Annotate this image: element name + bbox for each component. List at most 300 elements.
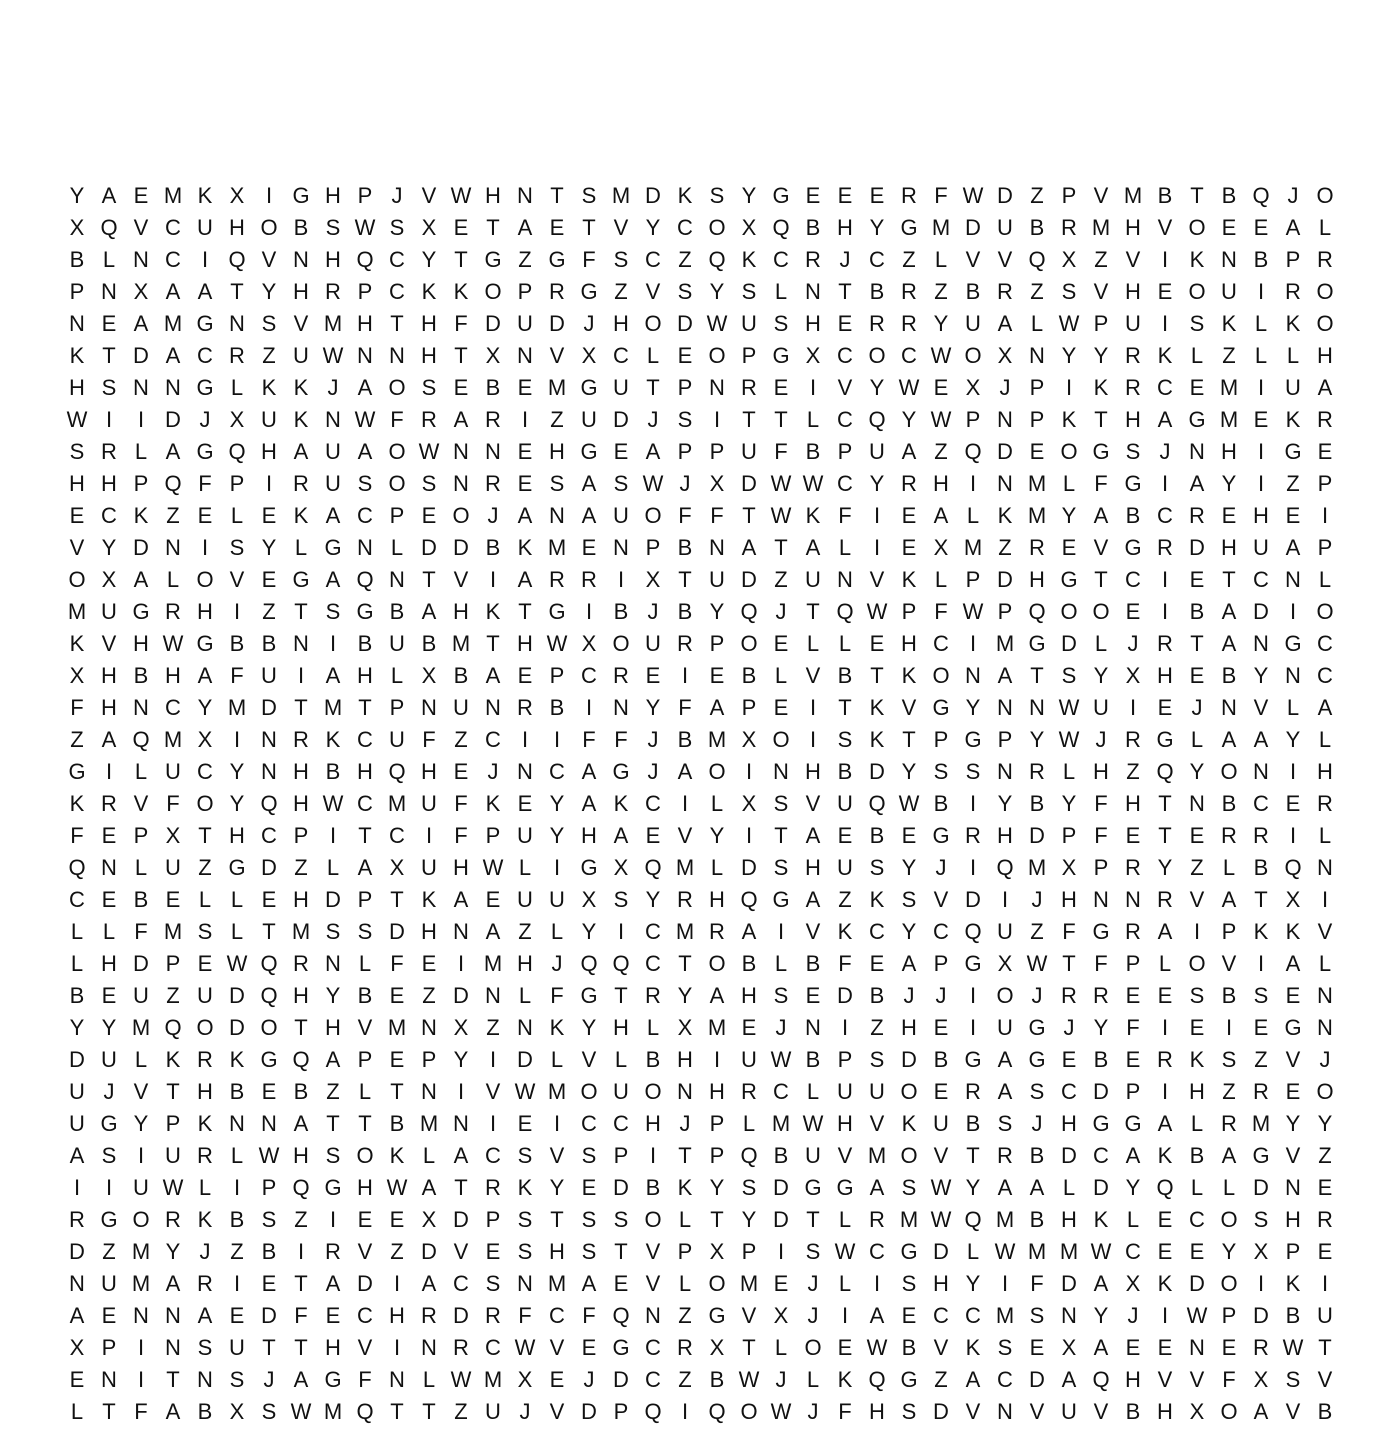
grid-letter[interactable]: Y (229, 759, 245, 784)
grid-letter[interactable]: A (709, 695, 725, 720)
grid-letter[interactable]: T (1062, 951, 1076, 976)
grid-letter[interactable]: I (1257, 1271, 1265, 1296)
grid-letter[interactable]: N (133, 695, 149, 720)
grid-letter[interactable]: S (1125, 439, 1141, 464)
grid-letter[interactable]: K (453, 279, 469, 304)
grid-letter[interactable]: K (869, 887, 885, 912)
grid-letter[interactable]: T (742, 407, 756, 432)
grid-letter[interactable]: X (645, 567, 661, 592)
grid-letter[interactable]: F (70, 823, 84, 848)
grid-letter[interactable]: A (1253, 727, 1269, 752)
grid-letter[interactable]: J (807, 1399, 819, 1424)
grid-letter[interactable]: B (613, 599, 629, 624)
grid-letter[interactable]: B (805, 215, 821, 240)
grid-letter[interactable]: E (69, 1367, 85, 1392)
grid-letter[interactable]: L (966, 503, 980, 528)
grid-letter[interactable]: O (260, 215, 278, 240)
grid-letter[interactable]: I (777, 919, 785, 944)
grid-letter[interactable]: H (613, 311, 629, 336)
grid-letter[interactable]: I (233, 727, 241, 752)
grid-letter[interactable]: V (101, 631, 117, 656)
grid-letter[interactable]: Z (774, 567, 788, 592)
grid-letter[interactable]: T (614, 1239, 628, 1264)
grid-letter[interactable]: N (997, 471, 1013, 496)
grid-letter[interactable]: N (101, 1367, 117, 1392)
grid-letter[interactable]: V (1029, 1399, 1045, 1424)
grid-letter[interactable]: F (550, 983, 564, 1008)
grid-letter[interactable]: R (485, 1303, 501, 1328)
grid-letter[interactable]: G (1284, 439, 1302, 464)
grid-letter[interactable]: A (517, 567, 533, 592)
grid-letter[interactable]: Z (1222, 343, 1236, 368)
grid-letter[interactable]: M (867, 1143, 887, 1168)
grid-letter[interactable]: K (805, 503, 821, 528)
grid-letter[interactable]: A (997, 663, 1013, 688)
grid-letter[interactable]: Y (1061, 343, 1077, 368)
grid-letter[interactable]: K (421, 279, 437, 304)
grid-letter[interactable]: T (1190, 631, 1204, 656)
grid-letter[interactable]: R (1253, 1079, 1269, 1104)
grid-letter[interactable]: P (709, 631, 725, 656)
grid-letter[interactable]: C (485, 727, 501, 752)
grid-letter[interactable]: C (1253, 567, 1269, 592)
grid-letter[interactable]: I (265, 183, 273, 208)
grid-letter[interactable]: C (1253, 791, 1269, 816)
grid-letter[interactable]: M (131, 1015, 151, 1040)
grid-letter[interactable]: V (485, 1079, 501, 1104)
grid-letter[interactable]: K (1253, 919, 1269, 944)
grid-letter[interactable]: N (1221, 695, 1237, 720)
grid-letter[interactable]: S (901, 1399, 917, 1424)
grid-letter[interactable]: K (1189, 1047, 1205, 1072)
grid-letter[interactable]: W (930, 407, 952, 432)
grid-letter[interactable]: I (809, 375, 817, 400)
grid-letter[interactable]: E (1125, 599, 1141, 624)
grid-letter[interactable]: C (485, 1143, 501, 1168)
grid-letter[interactable]: H (133, 631, 149, 656)
grid-letter[interactable]: Y (1189, 759, 1205, 784)
grid-letter[interactable]: B (645, 1047, 661, 1072)
grid-letter[interactable]: N (69, 311, 85, 336)
grid-letter[interactable]: A (581, 471, 597, 496)
grid-letter[interactable]: X (69, 215, 85, 240)
grid-letter[interactable]: E (1221, 215, 1237, 240)
grid-letter[interactable]: D (741, 855, 757, 880)
grid-letter[interactable]: I (1161, 1303, 1169, 1328)
grid-letter[interactable]: U (741, 311, 757, 336)
grid-letter[interactable]: Q (708, 1399, 726, 1424)
grid-letter[interactable]: E (1157, 1335, 1173, 1360)
grid-letter[interactable]: O (1188, 215, 1206, 240)
grid-letter[interactable]: C (837, 407, 853, 432)
grid-letter[interactable]: P (261, 1175, 277, 1200)
grid-letter[interactable]: A (517, 503, 533, 528)
grid-letter[interactable]: E (677, 343, 693, 368)
grid-letter[interactable]: B (389, 1111, 405, 1136)
grid-letter[interactable]: T (774, 535, 788, 560)
grid-letter[interactable]: Q (644, 855, 662, 880)
grid-letter[interactable]: S (389, 215, 405, 240)
grid-letter[interactable]: O (484, 279, 502, 304)
grid-letter[interactable]: I (1225, 1015, 1233, 1040)
grid-letter[interactable]: V (805, 919, 821, 944)
grid-letter[interactable]: C (1157, 375, 1173, 400)
grid-letter[interactable]: A (869, 1303, 885, 1328)
grid-letter[interactable]: G (612, 759, 630, 784)
grid-letter[interactable]: H (1157, 663, 1173, 688)
grid-letter[interactable]: L (70, 951, 84, 976)
grid-letter[interactable]: R (1093, 983, 1109, 1008)
grid-letter[interactable]: L (614, 1047, 628, 1072)
grid-letter[interactable]: C (165, 215, 181, 240)
grid-letter[interactable]: G (804, 1175, 822, 1200)
grid-letter[interactable]: H (293, 1143, 309, 1168)
grid-letter[interactable]: N (453, 919, 469, 944)
grid-letter[interactable]: W (962, 183, 984, 208)
grid-letter[interactable]: S (773, 983, 789, 1008)
grid-letter[interactable]: Y (549, 823, 565, 848)
grid-letter[interactable]: J (327, 375, 339, 400)
grid-letter[interactable]: H (229, 215, 245, 240)
grid-letter[interactable]: X (1125, 663, 1141, 688)
grid-letter[interactable]: I (1193, 919, 1201, 944)
grid-letter[interactable]: M (483, 951, 503, 976)
grid-letter[interactable]: Z (390, 1239, 404, 1264)
grid-letter[interactable]: I (1289, 759, 1297, 784)
grid-letter[interactable]: Y (549, 791, 565, 816)
grid-letter[interactable]: E (901, 1303, 917, 1328)
grid-letter[interactable]: Q (612, 951, 630, 976)
grid-letter[interactable]: E (1189, 1015, 1205, 1040)
grid-letter[interactable]: M (323, 1399, 343, 1424)
grid-letter[interactable]: I (969, 791, 977, 816)
grid-letter[interactable]: X (421, 1207, 437, 1232)
grid-letter[interactable]: U (869, 1079, 885, 1104)
grid-letter[interactable]: U (133, 1175, 149, 1200)
grid-letter[interactable]: T (454, 343, 468, 368)
grid-letter[interactable]: P (741, 1239, 757, 1264)
grid-letter[interactable]: Q (1028, 599, 1046, 624)
grid-letter[interactable]: U (965, 311, 981, 336)
grid-letter[interactable]: Y (1221, 471, 1237, 496)
grid-letter[interactable]: C (645, 1335, 661, 1360)
grid-letter[interactable]: E (1029, 439, 1045, 464)
grid-letter[interactable]: L (1062, 1175, 1076, 1200)
grid-letter[interactable]: N (837, 567, 853, 592)
grid-letter[interactable]: P (357, 279, 373, 304)
grid-letter[interactable]: J (199, 1239, 211, 1264)
grid-letter[interactable]: N (549, 503, 565, 528)
grid-letter[interactable]: R (293, 951, 309, 976)
grid-letter[interactable]: W (322, 791, 344, 816)
grid-letter[interactable]: D (741, 471, 757, 496)
grid-letter[interactable]: J (679, 1111, 691, 1136)
grid-letter[interactable]: P (389, 695, 405, 720)
grid-letter[interactable]: H (901, 1015, 917, 1040)
grid-letter[interactable]: L (806, 631, 820, 656)
grid-letter[interactable]: G (1124, 535, 1142, 560)
grid-letter[interactable]: L (1062, 759, 1076, 784)
grid-letter[interactable]: J (647, 407, 659, 432)
grid-letter[interactable]: U (517, 823, 533, 848)
grid-letter[interactable]: G (196, 375, 214, 400)
grid-letter[interactable]: T (166, 1367, 180, 1392)
grid-letter[interactable]: G (292, 183, 310, 208)
grid-letter[interactable]: N (709, 375, 725, 400)
grid-letter[interactable]: Q (356, 1399, 374, 1424)
grid-letter[interactable]: T (774, 407, 788, 432)
grid-letter[interactable]: M (739, 1271, 759, 1296)
grid-letter[interactable]: O (1060, 439, 1078, 464)
grid-letter[interactable]: R (293, 727, 309, 752)
grid-letter[interactable]: E (261, 1271, 277, 1296)
grid-letter[interactable]: K (485, 599, 501, 624)
grid-letter[interactable]: T (550, 1207, 564, 1232)
grid-letter[interactable]: X (517, 1367, 533, 1392)
grid-letter[interactable]: D (261, 1303, 277, 1328)
grid-letter[interactable]: Q (964, 1207, 982, 1232)
grid-letter[interactable]: R (1157, 631, 1173, 656)
grid-letter[interactable]: C (837, 471, 853, 496)
grid-letter[interactable]: Q (868, 791, 886, 816)
grid-letter[interactable]: E (581, 1175, 597, 1200)
grid-letter[interactable]: E (1317, 1175, 1333, 1200)
grid-letter[interactable]: Y (1285, 1111, 1301, 1136)
grid-letter[interactable]: C (773, 1079, 789, 1104)
grid-letter[interactable]: L (358, 1079, 372, 1104)
grid-letter[interactable]: H (1093, 759, 1109, 784)
grid-letter[interactable]: R (1061, 215, 1077, 240)
grid-letter[interactable]: R (485, 1175, 501, 1200)
grid-letter[interactable]: M (611, 183, 631, 208)
grid-letter[interactable]: W (418, 439, 440, 464)
grid-letter[interactable]: B (1253, 247, 1269, 272)
grid-letter[interactable]: M (963, 535, 983, 560)
grid-letter[interactable]: E (1157, 279, 1173, 304)
grid-letter[interactable]: E (453, 215, 469, 240)
grid-letter[interactable]: S (357, 471, 373, 496)
grid-letter[interactable]: A (805, 887, 821, 912)
grid-letter[interactable]: S (357, 919, 373, 944)
grid-letter[interactable]: U (1317, 1303, 1333, 1328)
grid-letter[interactable]: L (1286, 695, 1300, 720)
grid-letter[interactable]: B (1029, 1143, 1045, 1168)
grid-letter[interactable]: A (69, 1303, 85, 1328)
grid-letter[interactable]: K (293, 503, 309, 528)
grid-letter[interactable]: M (1219, 407, 1239, 432)
grid-letter[interactable]: E (1285, 1079, 1301, 1104)
grid-letter[interactable]: H (1317, 343, 1333, 368)
grid-letter[interactable]: F (1094, 823, 1108, 848)
grid-letter[interactable]: O (1188, 279, 1206, 304)
grid-letter[interactable]: A (1221, 887, 1237, 912)
grid-letter[interactable]: I (265, 471, 273, 496)
grid-letter[interactable]: W (642, 471, 664, 496)
grid-letter[interactable]: W (1026, 951, 1048, 976)
grid-letter[interactable]: H (421, 343, 437, 368)
grid-letter[interactable]: M (419, 1111, 439, 1136)
grid-letter[interactable]: D (965, 887, 981, 912)
grid-letter[interactable]: R (677, 887, 693, 912)
grid-letter[interactable]: R (1317, 791, 1333, 816)
grid-letter[interactable]: F (390, 951, 404, 976)
grid-letter[interactable]: Z (102, 1239, 116, 1264)
grid-letter[interactable]: T (326, 1111, 340, 1136)
grid-letter[interactable]: F (454, 311, 468, 336)
grid-letter[interactable]: N (805, 1015, 821, 1040)
grid-letter[interactable]: U (837, 791, 853, 816)
grid-letter[interactable]: N (1093, 887, 1109, 912)
grid-letter[interactable]: V (1125, 247, 1141, 272)
grid-letter[interactable]: S (197, 1335, 213, 1360)
grid-letter[interactable]: V (1157, 215, 1173, 240)
grid-letter[interactable]: O (1316, 311, 1334, 336)
grid-letter[interactable]: T (390, 1399, 404, 1424)
grid-letter[interactable]: Z (902, 247, 916, 272)
grid-letter[interactable]: A (325, 503, 341, 528)
grid-letter[interactable]: X (1061, 855, 1077, 880)
grid-letter[interactable]: H (421, 759, 437, 784)
grid-letter[interactable]: L (1190, 343, 1204, 368)
grid-letter[interactable]: Z (422, 983, 436, 1008)
grid-letter[interactable]: W (770, 471, 792, 496)
grid-letter[interactable]: R (677, 631, 693, 656)
grid-letter[interactable]: F (454, 823, 468, 848)
grid-letter[interactable]: I (297, 663, 305, 688)
grid-letter[interactable]: L (198, 1175, 212, 1200)
grid-letter[interactable]: Y (869, 375, 885, 400)
grid-letter[interactable]: P (709, 1143, 725, 1168)
grid-letter[interactable]: I (713, 407, 721, 432)
grid-letter[interactable]: H (1125, 279, 1141, 304)
grid-letter[interactable]: A (1061, 1367, 1077, 1392)
grid-letter[interactable]: H (1125, 215, 1141, 240)
grid-letter[interactable]: W (1282, 1335, 1304, 1360)
grid-letter[interactable]: P (1221, 1303, 1237, 1328)
grid-letter[interactable]: A (421, 1271, 437, 1296)
grid-letter[interactable]: E (869, 951, 885, 976)
grid-letter[interactable]: S (1189, 311, 1205, 336)
grid-letter[interactable]: Q (356, 247, 374, 272)
grid-letter[interactable]: A (1029, 1175, 1045, 1200)
grid-letter[interactable]: Z (230, 1239, 244, 1264)
grid-letter[interactable]: Z (198, 855, 212, 880)
grid-letter[interactable]: I (1321, 887, 1329, 912)
grid-letter[interactable]: S (261, 311, 277, 336)
grid-letter[interactable]: C (453, 1271, 469, 1296)
grid-letter[interactable]: N (517, 343, 533, 368)
grid-letter[interactable]: Z (518, 919, 532, 944)
grid-letter[interactable]: L (646, 1015, 660, 1040)
grid-letter[interactable]: H (1157, 1399, 1173, 1424)
grid-letter[interactable]: E (1125, 983, 1141, 1008)
grid-letter[interactable]: K (165, 1047, 181, 1072)
grid-letter[interactable]: D (357, 1271, 373, 1296)
grid-letter[interactable]: X (709, 471, 725, 496)
grid-letter[interactable]: B (1189, 599, 1205, 624)
grid-letter[interactable]: O (388, 439, 406, 464)
grid-letter[interactable]: H (805, 759, 821, 784)
grid-letter[interactable]: E (389, 1207, 405, 1232)
grid-letter[interactable]: N (357, 535, 373, 560)
grid-letter[interactable]: V (933, 1143, 949, 1168)
grid-letter[interactable]: I (553, 1111, 561, 1136)
grid-letter[interactable]: V (1093, 535, 1109, 560)
grid-letter[interactable]: K (1061, 407, 1077, 432)
grid-letter[interactable]: T (1222, 567, 1236, 592)
grid-letter[interactable]: I (1161, 1015, 1169, 1040)
grid-letter[interactable]: V (1093, 1399, 1109, 1424)
grid-letter[interactable]: Z (934, 279, 948, 304)
grid-letter[interactable]: L (1222, 855, 1236, 880)
grid-letter[interactable]: T (678, 567, 692, 592)
grid-letter[interactable]: A (741, 919, 757, 944)
grid-letter[interactable]: J (1191, 695, 1203, 720)
grid-letter[interactable]: O (1220, 759, 1238, 784)
grid-letter[interactable]: A (709, 983, 725, 1008)
grid-letter[interactable]: V (837, 1143, 853, 1168)
grid-letter[interactable]: Y (709, 599, 725, 624)
grid-letter[interactable]: S (773, 855, 789, 880)
grid-letter[interactable]: U (165, 1143, 181, 1168)
grid-letter[interactable]: E (645, 823, 661, 848)
grid-letter[interactable]: A (165, 1399, 181, 1424)
grid-letter[interactable]: D (421, 535, 437, 560)
grid-letter[interactable]: R (1157, 535, 1173, 560)
grid-letter[interactable]: T (646, 375, 660, 400)
grid-letter[interactable]: R (709, 919, 725, 944)
grid-letter[interactable]: I (1257, 375, 1265, 400)
grid-letter[interactable]: H (1125, 791, 1141, 816)
grid-letter[interactable]: L (1318, 951, 1332, 976)
grid-letter[interactable]: B (261, 631, 277, 656)
grid-letter[interactable]: I (745, 759, 753, 784)
grid-letter[interactable]: V (1189, 1367, 1205, 1392)
grid-letter[interactable]: D (997, 183, 1013, 208)
grid-letter[interactable]: F (934, 599, 948, 624)
grid-letter[interactable]: W (322, 343, 344, 368)
grid-letter[interactable]: O (1220, 1271, 1238, 1296)
grid-letter[interactable]: I (681, 663, 689, 688)
grid-letter[interactable]: I (1161, 471, 1169, 496)
grid-letter[interactable]: L (166, 567, 180, 592)
grid-letter[interactable]: A (677, 759, 693, 784)
grid-letter[interactable]: S (261, 1399, 277, 1424)
grid-letter[interactable]: M (547, 535, 567, 560)
grid-letter[interactable]: J (199, 407, 211, 432)
grid-letter[interactable]: A (1157, 407, 1173, 432)
grid-letter[interactable]: T (262, 1335, 276, 1360)
grid-letter[interactable]: P (709, 439, 725, 464)
grid-letter[interactable]: L (1318, 215, 1332, 240)
grid-letter[interactable]: X (1061, 247, 1077, 272)
grid-letter[interactable]: O (580, 1079, 598, 1104)
grid-letter[interactable]: W (770, 503, 792, 528)
grid-letter[interactable]: B (357, 983, 373, 1008)
grid-letter[interactable]: H (549, 439, 565, 464)
grid-letter[interactable]: Q (260, 791, 278, 816)
grid-letter[interactable]: X (741, 215, 757, 240)
grid-letter[interactable]: Y (709, 823, 725, 848)
grid-letter[interactable]: Q (708, 247, 726, 272)
grid-letter[interactable]: P (133, 823, 149, 848)
grid-letter[interactable]: T (198, 823, 212, 848)
grid-letter[interactable]: H (197, 599, 213, 624)
grid-letter[interactable]: R (901, 279, 917, 304)
grid-letter[interactable]: B (1029, 791, 1045, 816)
grid-letter[interactable]: H (549, 1239, 565, 1264)
grid-letter[interactable]: Q (164, 471, 182, 496)
